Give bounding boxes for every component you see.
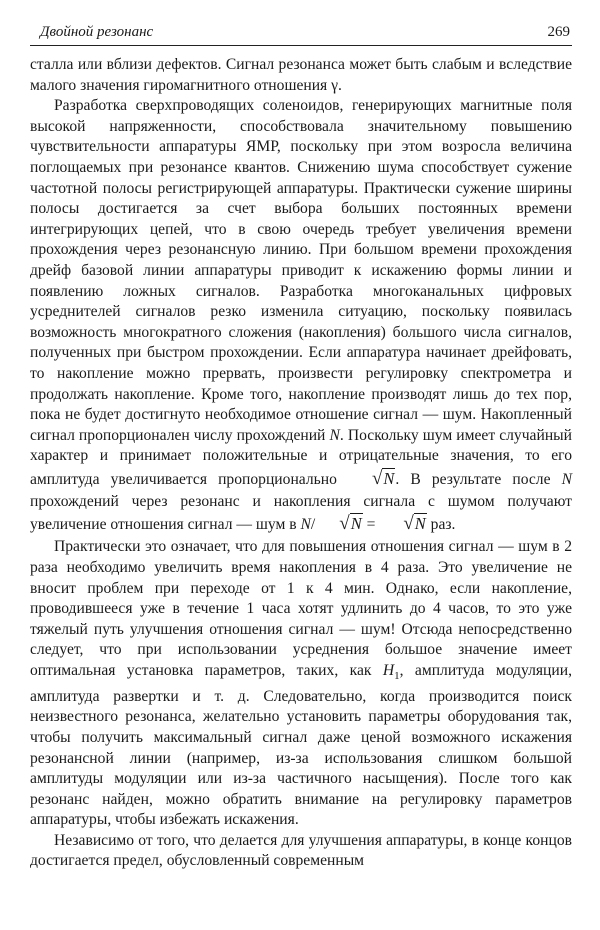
paragraph-4	[30, 831, 572, 872]
paragraph-3-text-b: , амплитуда модуляции, амплитуда развертки и т. д. Следовательно, когда производится поиск неизвестного резонанса, желательно установить параметры оборудования так, чтобы получить максимальный сигнал даже ценой возможного искажения резонансной линии (например, из-за использования слишком большой амплитуды модуляции или из-за частичного насыщения). После того как резонанс найден, можно обратить внимание на регулировку параметров аппаратуры, чтобы избежать искажения.	[30, 662, 572, 829]
math-var-h: H	[382, 662, 395, 680]
paragraph-2	[30, 96, 572, 537]
running-header	[30, 24, 572, 46]
book-page	[30, 24, 572, 872]
ratio-denominator: N	[350, 514, 362, 534]
paragraph-2-cont3: прохождений через резонанс и накопления сигнала с шумом получают увеличение отношения сигнал — шум в	[30, 492, 572, 534]
sqrt-n-radicand: N	[383, 468, 395, 488]
math-var-h-subscript: 1	[394, 670, 400, 683]
paragraph-2-tail: раз.	[430, 516, 456, 534]
paragraph-1	[30, 55, 572, 96]
page-number: 269	[547, 24, 570, 40]
paragraph-3	[30, 537, 572, 830]
paragraph-2-text: Разработка сверхпроводящих соленоидов, генерирующих магнитные поля высокой напряженности, способствовала значительному повышению чувствительности аппаратуры ЯМР, поскольку при этом возросла величина поглощаемых при резонансе квантов. Снижению шума способствует сужение частотной полосы регистрирующей аппаратуры. Практически сужение ширины полосы достигается за счет выбора больших постоянных времени интегрирующих цепей, что в свою очередь требует увеличения времени прохождения через резонансную линию. При большом времени прохождения дрейф базовой линии аппаратуры приводит к искажению формы линии и появлению ложных сигналов. Разработка многоканальных цифровых усреднителей сигналов резко изменила ситуацию, поскольку появилась возможность многократного сложения (накопления) большого числа сигналов, полученных при быстром прохождении. Если аппаратура начинает дрейфовать, то накопление можно прервать, произвести регулировку спектрометра и продолжать накопление. Кроме того, накопление производят лишь до тех пор, пока не будет достигнуто необходимое отношение сигнал — шум. Накопленный сигнал пропорционален числу прохождений	[30, 97, 572, 444]
math-var-n: N	[329, 426, 340, 444]
paragraph-2-cont: . Поскольку шум имеет случайный характер и принимает положительные и отрицательные значения, то его амплитуда увеличивается пропорционально	[30, 426, 572, 488]
paragraph-4-text: Независимо от того, что делается для улучшения аппаратуры, в конце концов достигается предел, обусловленный современным	[30, 831, 572, 870]
ratio-formula: N/ √N = √N	[300, 513, 426, 535]
math-var-h1	[382, 662, 400, 683]
ratio-slash: /	[310, 516, 316, 534]
paragraph-3-text-a: Практически это означает, что для повышения отношения сигнал — шум в 2 раза необходимо увеличить время накопления в 4 раза. Это увеличение не вносит проблем при переходе от 1 к 4 мин. Однако, если накопление, проводившееся уже в течение 1 часа хотят удлинить до 4 часов, то это уже тяжелый путь улучшения отношения сигнал — шум! Отсюда непосредственно следует, что при использовании усреднения большое значение имеет оптимальная установка параметров, таких, как	[30, 538, 572, 680]
running-title: Двойной резонанс	[40, 24, 154, 40]
body-text	[30, 55, 572, 872]
sqrt-n-formula: √N	[371, 467, 395, 489]
paragraph-2-cont2: . В результате после	[395, 470, 551, 488]
ratio-result: N	[414, 514, 426, 534]
ratio-numerator: N	[300, 516, 311, 534]
paragraph-1-text: сталла или вблизи дефектов. Сигнал резонанса может быть слабым и вследствие малого значения гиромагнитного отношения γ.	[30, 56, 572, 94]
ratio-equals: =	[366, 516, 376, 534]
math-var-n2: N	[561, 470, 572, 488]
